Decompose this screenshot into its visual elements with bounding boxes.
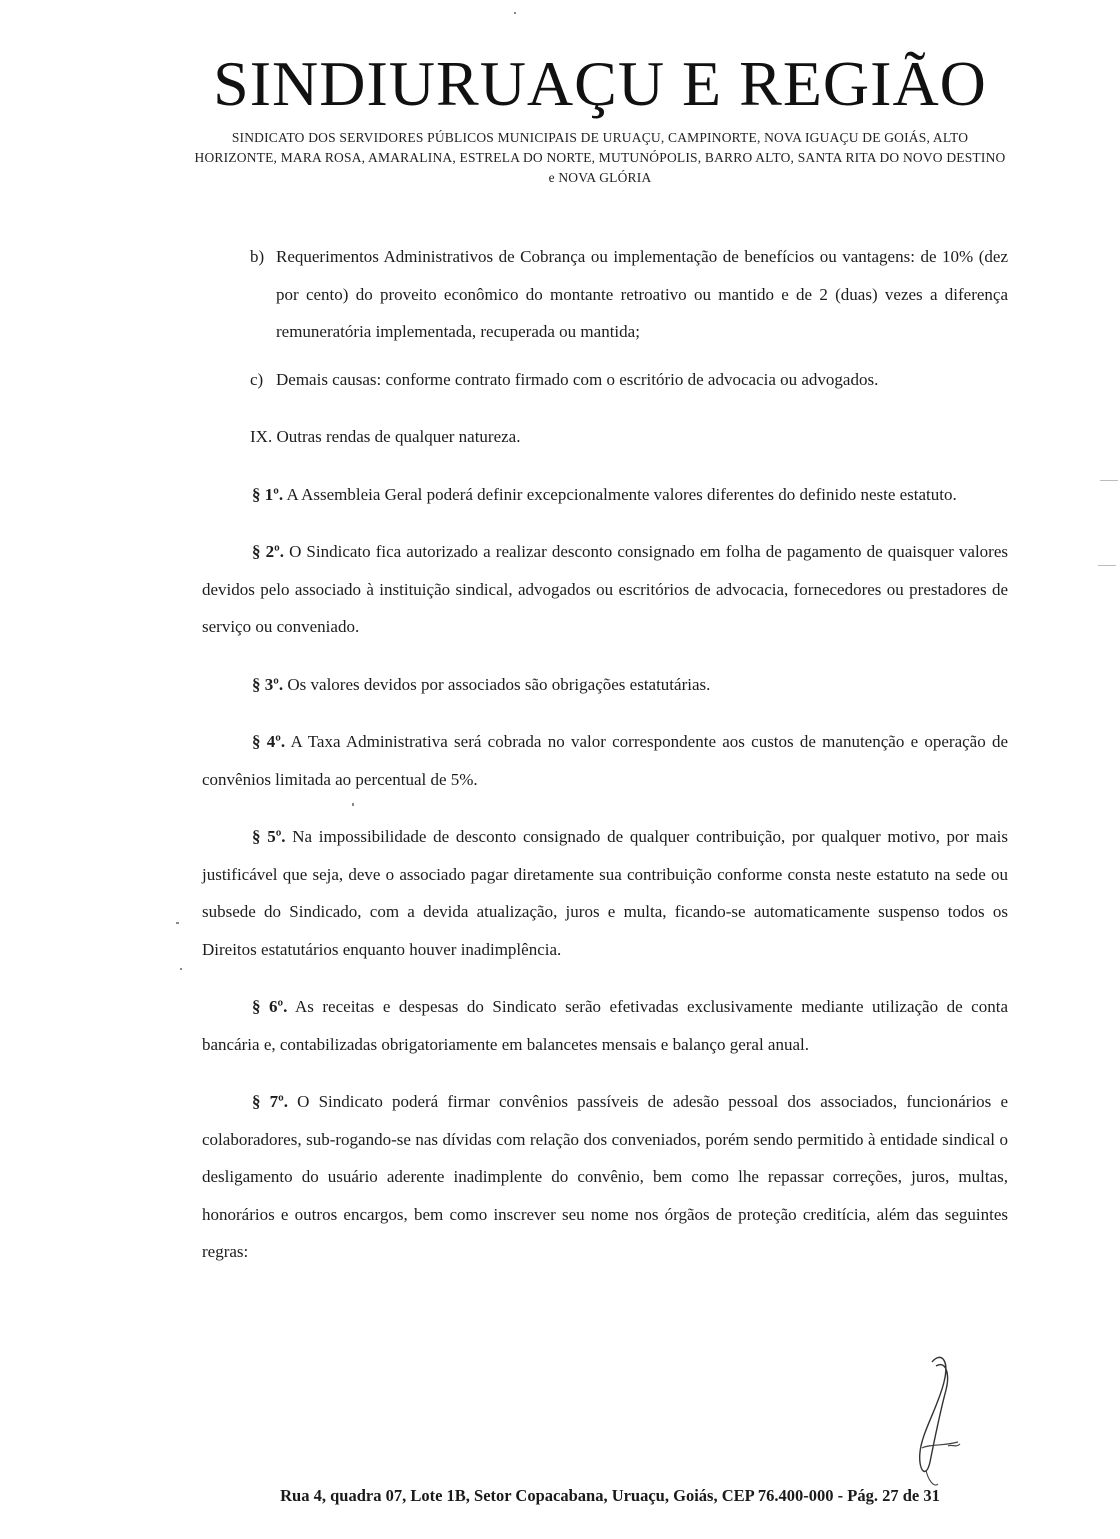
paragraph-marker: § 6º. (252, 997, 288, 1016)
paragraph-text: O Sindicato poderá firmar convênios passíveis de adesão pessoal dos associados, funcionários e colaboradores, sub-rogando-se nas dívidas com relação dos conveniados, porém sendo permitido à entidade sindical o desligamento do usuário aderente inadimplente do convênio, bem como lhe repassar correções, juros, multas, honorários e outros encargos, bem como inscrever seu nome nos órgãos de proteção creditícia, além das seguintes regras: (202, 1092, 1008, 1261)
item-marker: b) (250, 247, 265, 266)
scan-artifact (180, 968, 182, 970)
scan-artifact (352, 803, 354, 806)
paragraph-1 (202, 476, 1008, 514)
item-text: Requerimentos Administrativos de Cobrança ou implementação de benefícios ou vantagens: de 10% (dez por cento) do proveito econômico do montante retroativo ou mantido e de 2 (duas) vezes a diferença remuneratória implementada, recuperada ou mantida; (276, 247, 1008, 341)
item-b (202, 238, 1008, 351)
paragraph-marker: § 1º. (252, 484, 284, 504)
paragraph-4 (202, 723, 1008, 798)
paragraph-marker: § 5º. (252, 827, 286, 846)
organization-title: SINDIURUAÇU E REGIÃO (213, 48, 987, 119)
paragraph-7 (202, 1083, 1008, 1271)
paragraph-text: Os valores devidos por associados são obrigações estatutárias. (287, 674, 711, 694)
paragraph-text: As receitas e despesas do Sindicato serão efetivadas exclusivamente mediante utilização de conta bancária e, contabilizadas obrigatoriamente em balancetes mensais e balanço geral anual. (202, 997, 1009, 1054)
paragraph-marker: § 4º. (252, 732, 286, 751)
handwritten-signature-icon (900, 1352, 980, 1492)
paragraph-text: A Assembleia Geral poderá definir excepcionalmente valores diferentes do definido neste estatuto. (286, 484, 957, 504)
scan-artifact (514, 12, 516, 14)
item-ix (202, 418, 1008, 456)
organization-subtitle: SINDICATO DOS SERVIDORES PÚBLICOS MUNICIPAIS DE URUAÇU, CAMPINORTE, NOVA IGUAÇU DE GOIÁS, ALTO HORIZONTE, MARA ROSA, AMARALINA, ESTRELA DO NORTE, MUTUNÓPOLIS, BARRO ALTO, SANTA RITA DO NOVO DESTINO e NOVA GLÓRIA (194, 130, 1006, 185)
paragraph-6 (202, 988, 1008, 1063)
scan-artifact (1100, 480, 1118, 481)
paragraph-marker: § 2º. (252, 542, 284, 561)
paragraph-5 (202, 818, 1008, 968)
document-body (202, 238, 1008, 1271)
item-c (202, 361, 1008, 399)
paragraph-text: O Sindicato fica autorizado a realizar desconto consignado em folha de pagamento de quaisquer valores devidos pelo associado à instituição sindical, advogados ou escritórios de advocacia, fornecedores ou prestadores de serviço ou conveniado. (202, 542, 1008, 636)
paragraph-text: Na impossibilidade de desconto consignado de qualquer contribuição, por qualquer motivo, por mais justificável que seja, deve o associado pagar diretamente sua contribuição conforme consta neste estatuto na sede ou subsede do Sindicado, com a devida atualização, juros e multa, ficando-se automaticamente suspenso todos os Direitos estatutários enquanto houver inadimplência. (202, 827, 1009, 959)
item-text: Outras rendas de qualquer natureza. (276, 427, 521, 446)
scan-artifact (176, 922, 179, 924)
paragraph-2 (202, 533, 1008, 646)
item-text: Demais causas: conforme contrato firmado com o escritório de advocacia ou advogados. (276, 369, 879, 389)
paragraph-marker: § 3º. (252, 674, 284, 694)
paragraph-text: A Taxa Administrativa será cobrada no valor correspondente aos custos de manutenção e operação de convênios limitada ao percentual de 5%. (202, 732, 1008, 789)
item-marker: c) (250, 369, 264, 389)
footer-address: Rua 4, quadra 07, Lote 1B, Setor Copacabana, Uruaçu, Goiás, CEP 76.400-000 - Pág. 27 de 31 (280, 1486, 940, 1505)
scan-artifact (1098, 565, 1116, 566)
paragraph-marker: § 7º. (252, 1092, 289, 1111)
item-marker: IX. (250, 427, 273, 446)
paragraph-3 (202, 666, 1008, 704)
